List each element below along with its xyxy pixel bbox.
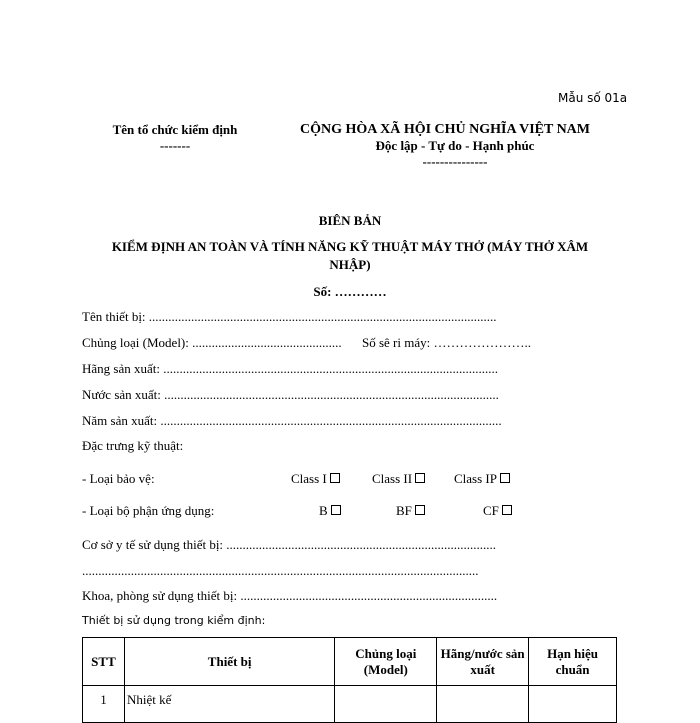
header-device: Thiết bị (124, 638, 334, 686)
checkbox-class-ii[interactable] (415, 473, 425, 483)
checkbox-b[interactable] (331, 505, 341, 515)
device-name-field: Tên thiết bị: ........................................................................................................... (82, 309, 497, 324)
department-field: Khoa, phòng sử dụng thiết bị: ............................................................................... (82, 588, 498, 603)
country-name: CỘNG HÒA XÃ HỘI CHỦ NGHĨA VIỆT NAM (299, 122, 590, 137)
organization-name: Tên tổ chức kiểm định (112, 122, 238, 137)
header-maker: Hãng/nước sản xuất (437, 638, 529, 686)
document-subtitle: KIỂM ĐỊNH AN TOÀN VÀ TÍNH NĂNG KỸ THUẬT MÁY THỞ (MÁY THỞ XÂM NHẬP) (111, 239, 589, 272)
option-bf-label: BF (396, 503, 412, 518)
year-field: Năm sản xuất: ......................................................................................................... (82, 413, 502, 428)
national-motto: Độc lập - Tự do - Hạnh phúc (375, 138, 535, 153)
checkbox-class-ip[interactable] (500, 473, 510, 483)
protection-label: - Loại bảo vệ: (82, 471, 155, 486)
checkbox-bf[interactable] (415, 505, 425, 515)
checkbox-class-i[interactable] (330, 473, 340, 483)
national-header (290, 122, 600, 170)
header-model: Chủng loại (Model) (335, 638, 437, 686)
option-b-label: B (319, 503, 328, 518)
option-cf (483, 503, 512, 519)
checkbox-cf[interactable] (502, 505, 512, 515)
facility-continuation: .......................................................................................................................... (82, 563, 479, 578)
organization-divider: ------- (159, 138, 191, 153)
form-code: Mẫu số 01a (558, 91, 628, 105)
cell-model (335, 686, 437, 723)
option-class-ii-label: Class II (372, 471, 413, 486)
cell-device: Nhiệt kế (124, 686, 334, 723)
model-field: Chủng loại (Model): .............................................. (82, 335, 342, 350)
option-cf-label: CF (483, 503, 499, 518)
option-class-ip-label: Class IP (454, 471, 497, 486)
table-header-row (83, 638, 617, 686)
motto-divider: --------------- (422, 154, 488, 169)
option-class-i (291, 471, 340, 487)
country-of-origin-field: Nước sản xuất: ....................................................................................................... (82, 387, 499, 402)
cell-maker (437, 686, 529, 723)
serial-field: Số sê ri máy: ………………….. (362, 335, 531, 350)
applied-part-label: - Loại bộ phận ứng dụng: (82, 503, 215, 518)
table-row (83, 686, 617, 723)
equipment-heading: Thiết bị sử dụng trong kiểm định: (82, 614, 266, 627)
option-class-ii (372, 471, 425, 487)
option-class-i-label: Class I (291, 471, 327, 486)
document-title: BIÊN BẢN (318, 213, 382, 228)
equipment-table (82, 637, 617, 723)
header-calibration: Hạn hiệu chuẩn (529, 638, 617, 686)
header-stt: STT (83, 638, 125, 686)
manufacturer-field: Hãng sản xuất: ....................................................................................................... (82, 361, 498, 376)
tech-spec-heading: Đặc trưng kỹ thuật: (82, 438, 184, 453)
cell-calibration (529, 686, 617, 723)
option-b (319, 503, 341, 519)
organization-block (90, 122, 260, 154)
document-number: Số: ………… (313, 284, 387, 299)
facility-field: Cơ sở y tế sử dụng thiết bị: ................................................................................... (82, 537, 497, 552)
option-bf (396, 503, 425, 519)
cell-stt: 1 (83, 686, 125, 723)
option-class-ip (454, 471, 510, 487)
